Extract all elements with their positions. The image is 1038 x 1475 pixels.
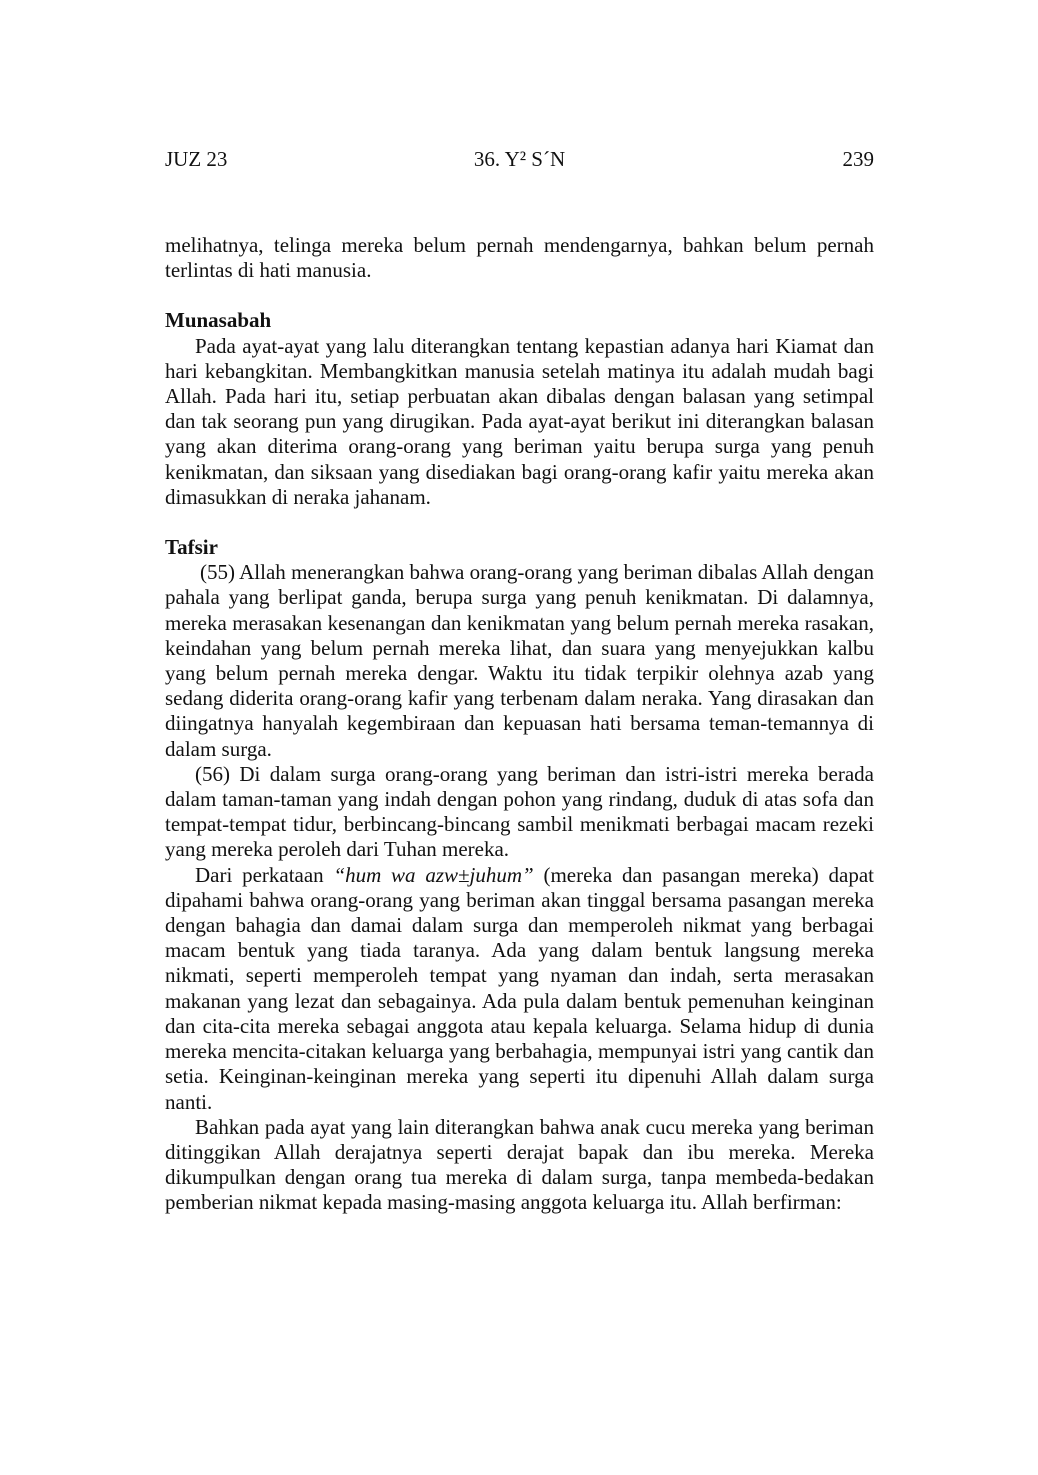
page-header [165, 144, 874, 174]
tafsir-paragraph-55: (55) Allah menerangkan bahwa orang-orang yang beriman dibalas Allah dengan pahala yang berlipat ganda, berupa surga yang penuh kenikmatan. Di dalamnya, mereka merasakan kesenangan dan kenikmatan yang belum pernah mereka rasakan, keindahan yang belum pernah mereka lihat, dan suara yang menyejukkan kalbu yang belum pernah mereka dengar. Waktu itu tidak terpikir olehnya azab yang sedang diderita orang-orang kafir yang terbenam dalam neraka. Yang dirasakan dan diingatnya hanyalah kegembiraan dan kepuasan hati bersama teman-temannya di dalam surga. [165, 560, 874, 761]
tafsir-paragraph-bahkan: Bahkan pada ayat yang lain diterangkan bahwa anak cucu mereka yang beriman ditinggikan Allah derajatnya seperti derajat bapak dan ibu mereka. Mereka dikumpulkan dengan orang tua mereka di dalam surga, tanpa membeda-bedakan pemberian nikmat kepada masing-masing anggota keluarga itu. Allah berfirman: [165, 1114, 874, 1215]
munasabah-paragraph: Pada ayat-ayat yang lalu diterangkan tentang kepastian adanya hari Kiamat dan hari kebangkitan. Membangkitkan manusia setelah matinya itu adalah mudah bagi Allah. Pada hari itu, setiap perbuatan akan dibalas dengan balasan yang setimpal dan tak seorang pun yang dirugikan. Pada ayat-ayat berikut ini diterangkan balasan yang akan diterima orang-orang yang beriman yaitu berupa surga yang penuh kenikmatan, dan siksaan yang disediakan bagi orang-orang kafir yaitu mereka akan dimasukkan di neraka jahanam. [165, 333, 874, 509]
page-number: 239 [842, 147, 874, 171]
document-page [165, 144, 874, 1216]
page-body [165, 233, 874, 1216]
munasabah-heading: Munasabah [165, 308, 272, 333]
dari-text-after: (mereka dan pasangan mereka) dapat dipahami bahwa orang-orang yang beriman akan tinggal bersama pasangan mereka dengan bahagia dan damai dalam surga dan memperoleh nikmat yang berbagai macam bentuk yang tiada taranya. Ada yang dalam bentuk langsung mereka nikmati, seperti memperoleh tempat yang nyaman dan indah, serta merasakan makanan yang lezat dan sebagainya. Ada pula dalam bentuk pemenuhan keinginan dan cita-cita mereka sebagai anggota atau kepala keluarga. Selama hidup di dunia mereka mencita-citakan keluarga yang berbahagia, mempunyai istri yang cantik dan setia. Keinginan-keinginan mereka yang seperti itu dipenuhi Allah dalam surga nanti. [165, 862, 874, 1114]
intro-paragraph: melihatnya, telinga mereka belum pernah mendengarnya, bahkan belum pernah terlintas di hati manusia. [165, 233, 874, 283]
tafsir-heading: Tafsir [165, 535, 218, 560]
surah-title: 36. Y² S´N [473, 147, 566, 171]
tafsir-paragraph-56: (56) Di dalam surga orang-orang yang beriman dan istri-istri mereka berada dalam taman-taman yang indah dengan pohon yang rindang, duduk di atas sofa dan tempat-tempat tidur, berbincang-bincang sambil menikmati berbagai macam rezeki yang mereka peroleh dari Tuhan mereka. [165, 761, 874, 862]
tafsir-paragraph-dari [165, 863, 874, 1115]
dari-text-before: Dari perkataan [195, 862, 334, 887]
arabic-transliteration: “hum wa azw±juhum” [333, 862, 534, 887]
juz-label: JUZ 23 [165, 147, 228, 171]
